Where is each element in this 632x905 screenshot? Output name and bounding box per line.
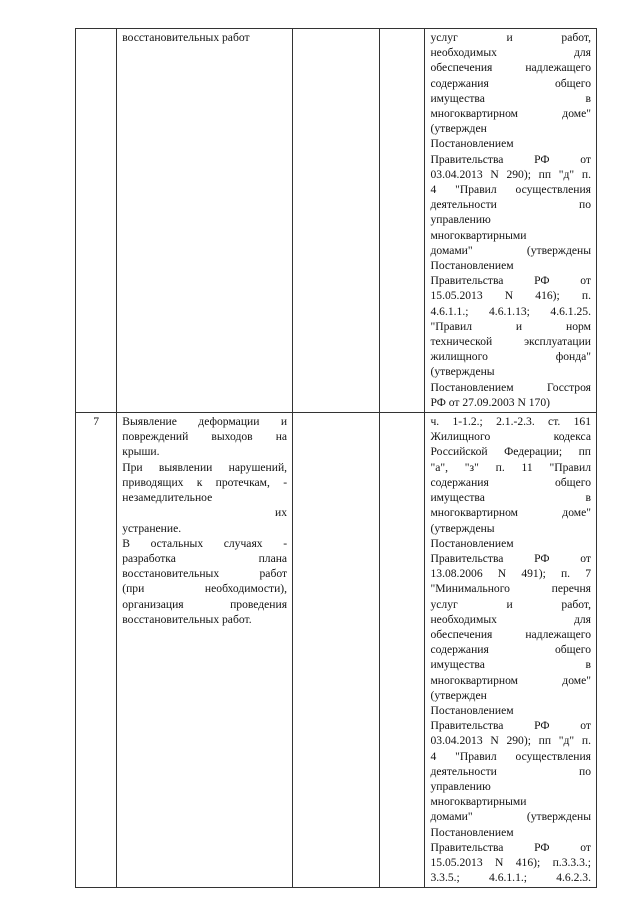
legal-basis-line: содержания общего xyxy=(430,76,591,90)
legal-basis-line: обеспечения надлежащего xyxy=(430,627,591,641)
legal-basis-line: Постановлением xyxy=(430,825,514,839)
description-line: незамедлительное xyxy=(122,491,213,505)
description-line: приводящих к протечкам, - xyxy=(122,475,288,489)
description-line: восстановительных работ. xyxy=(122,612,252,626)
legal-basis-line: 03.04.2013 N 290); пп "д" п. xyxy=(430,167,591,181)
legal-basis-line: Российской Федерации; пп xyxy=(430,445,591,459)
legal-basis-line: 3.3.5.; 4.6.1.1.; 4.6.2.3. xyxy=(430,871,591,885)
description-line: В остальных случаях - xyxy=(122,536,288,550)
row-number-cell xyxy=(76,29,117,413)
legal-basis-line: 03.04.2013 N 290); пп "д" п. xyxy=(430,734,591,748)
empty-cell xyxy=(293,413,380,888)
legal-basis-line: Постановлением xyxy=(430,536,514,550)
legal-basis-line: Правительства РФ от xyxy=(430,840,591,854)
description-line: Выявление деформации и xyxy=(122,415,288,429)
legal-basis-line: (утвержден xyxy=(430,688,487,702)
legal-basis-line: 13.08.2006 N 491); п. 7 xyxy=(430,567,591,581)
table-row xyxy=(76,413,597,888)
legal-basis-line: управлению xyxy=(430,213,491,227)
legal-basis-line: Правительства РФ от xyxy=(430,551,591,565)
legal-basis-line: деятельности по xyxy=(430,198,591,212)
empty-cell xyxy=(293,29,380,413)
legal-basis-line: 4.6.1.1.; 4.6.1.13; 4.6.1.25. xyxy=(430,304,591,318)
description-line: устранение. xyxy=(122,521,182,535)
legal-basis-line: многоквартирном доме" xyxy=(430,107,591,121)
work-description-cell xyxy=(117,29,293,413)
description-line: крыши. xyxy=(122,445,160,459)
legal-basis-line: многоквартирными xyxy=(430,795,527,809)
legal-basis-line: "Правил и норм xyxy=(430,319,591,333)
legal-basis-line: РФ от 27.09.2003 N 170) xyxy=(430,395,550,409)
empty-cell xyxy=(379,29,425,413)
legal-basis-line: Правительства РФ от xyxy=(430,274,591,288)
legal-basis-line: управлению xyxy=(430,779,491,793)
legal-basis-line: Жилищного кодекса xyxy=(430,430,591,444)
legal-basis-line: "Минимального перечня xyxy=(430,582,591,596)
regulations-table xyxy=(75,28,597,888)
legal-basis-line: услуг и работ, xyxy=(430,31,591,44)
legal-basis-line: ч. 1-1.2.; 2.1.-2.3. ст. 161 xyxy=(430,415,591,429)
legal-basis-line: Постановлением xyxy=(430,259,514,273)
legal-basis-line: жилищного фонда" xyxy=(430,350,591,364)
legal-basis-line: 4 "Правил осуществления xyxy=(430,749,591,763)
legal-basis-line: (утвержден xyxy=(430,122,487,136)
row-number-cell: 7 xyxy=(76,413,117,888)
legal-basis-line: 15.05.2013 N 416); п. xyxy=(430,289,591,303)
legal-basis-line: "а", "з" п. 11 "Правил xyxy=(430,460,591,474)
legal-basis-cell xyxy=(425,413,597,888)
empty-cell xyxy=(379,413,425,888)
legal-basis-cell xyxy=(425,29,597,413)
legal-basis-line: имущества в xyxy=(430,658,591,672)
table-body xyxy=(76,29,597,888)
work-description-cell xyxy=(117,413,293,888)
table-row xyxy=(76,29,597,413)
legal-basis-line: необходимых для xyxy=(430,46,591,60)
legal-basis-line: домами" (утверждены xyxy=(430,810,591,824)
legal-basis-line: имущества в xyxy=(430,91,591,105)
legal-basis-line: Правительства РФ от xyxy=(430,152,591,166)
legal-basis-line: деятельности по xyxy=(430,764,591,778)
legal-basis-line: технической эксплуатации xyxy=(430,335,591,349)
legal-basis-line: обеспечения надлежащего xyxy=(430,61,591,75)
legal-basis-line: содержания общего xyxy=(430,475,591,489)
description-line: повреждений выходов на xyxy=(122,430,288,444)
description-line: восстановительных работ xyxy=(122,567,288,581)
legal-basis-line: многоквартирном доме" xyxy=(430,673,591,687)
legal-basis-line: 4 "Правил осуществления xyxy=(430,183,591,197)
legal-basis-line: (утверждены xyxy=(430,365,495,379)
legal-basis-line: 15.05.2013 N 416); п.3.3.3.; xyxy=(430,855,591,869)
legal-basis-line: Правительства РФ от xyxy=(430,719,591,733)
description-line: разработка плана xyxy=(122,551,288,565)
legal-basis-line: (утверждены xyxy=(430,521,495,535)
legal-basis-line: Постановлением xyxy=(430,703,514,717)
description-line: организация проведения xyxy=(122,597,288,611)
description-line: восстановительных работ xyxy=(122,31,250,44)
legal-basis-line: содержания общего xyxy=(430,643,591,657)
legal-basis-line: Постановлением xyxy=(430,137,514,151)
legal-basis-line: необходимых для xyxy=(430,612,591,626)
legal-basis-line: услуг и работ, xyxy=(430,597,591,611)
description-line: При выявлении нарушений, xyxy=(122,460,288,474)
legal-basis-line: многоквартирными xyxy=(430,228,527,242)
legal-basis-line: домами" (утверждены xyxy=(430,243,591,257)
legal-basis-line: Постановлением Госстроя xyxy=(430,380,591,394)
legal-basis-line: имущества в xyxy=(430,491,591,505)
description-line: (при необходимости), xyxy=(122,582,288,596)
description-line: их xyxy=(275,506,288,520)
legal-basis-line: многоквартирном доме" xyxy=(430,506,591,520)
